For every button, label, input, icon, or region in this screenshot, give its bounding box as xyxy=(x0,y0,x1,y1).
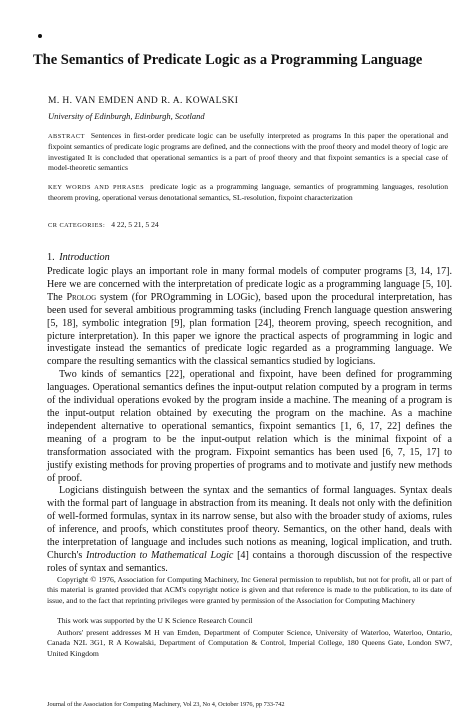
paragraph-3-text-a: Logicians distinguish between the syntax and the semantics of formal languages. Syntax deals with the formal part of language in abstraction from its meaning. It deals not only with the definition of well-formed formulas, syntax in its narrow sense, but also with the broader study of axioms, rules of inference, and proofs, which constitutes proof theory. Semantics, on the other hand, deals with the interpretation of language and includes such notions as meaning, logical implication, and truth. Church's xyxy=(47,485,452,561)
bullet-mark xyxy=(38,34,42,38)
author-addresses: Authors' present addresses M H van Emden, Department of Computer Science, University of Waterloo, Waterloo, Ontario, Canada N2L 3G1, R A Kowalski, Department of Computation & Control, Imperial College, 180 Queens Gate, London SW7, United Kingdom xyxy=(47,628,452,658)
keywords xyxy=(48,182,448,204)
abstract-label: ABSTRACT xyxy=(48,133,85,140)
paragraph-3 xyxy=(47,485,452,575)
paper-title: The Semantics of Predicate Logic as a Programming Language xyxy=(33,52,423,68)
abstract xyxy=(48,131,448,174)
cr-categories xyxy=(48,220,448,231)
abstract-text: Sentences in first-order predicate logic can be usefully interpreted as programs In this paper the operational and fixpoint semantics of predicate logic programs are defined, and the connections with the proof theory and model theory of logic are investigated It is concluded that operational semantics is a part of proof theory and that fixpoint semantics is a special case of model-theoretic semantics xyxy=(48,131,448,173)
cr-categories-text: 4 22, 5 21, 5 24 xyxy=(111,220,159,229)
paragraph-1-text-b: system (for PROgramming in LOGic), based upon the procedural interpretation, has been used for several ambitious programming tasks (including French language question answering [5, 18], symbolic integration [9], plan formation [24], theorem proving, speech recognition, and picture interpretation). In this paper we ignore the practical aspects of programming in logic and investigate instead the semantics of predicate logic regarded as a programming language. We compare the resulting semantics with the classical semantics studied by logicians. xyxy=(47,291,452,368)
section-number: 1. xyxy=(47,252,55,263)
paper-authors: M. H. VAN EMDEN AND R. A. KOWALSKI xyxy=(48,96,239,106)
copyright-notice: Copyright © 1976, Association for Computing Machinery, Inc General permission to republish, but not for profit, all or part of this material is granted provided that ACM's copyright notice is given and that reference is made to the publication, to its date of issue, and to the fact that reprinting privileges were granted by permission of the Association for Computing Machinery xyxy=(47,575,452,605)
paragraph-2: Two kinds of semantics [22], operational and fixpoint, have been defined for programming languages. Operational semantics defines the input-output relation computed by a program in terms of the individual operations evoked by the program inside a machine. The meaning of a program is the input-output relation obtained by executing the program on the machine. As a machine independent alternative to operational semantics, fixpoint semantics [1, 6, 17, 22] defines the meaning of a program to be the input-output relation which is the minimal fixpoint of a transformation associated with the program. Fixpoint semantics has been used [6, 7, 15, 17] to justify existing methods for proving properties of programs and to motivate and justify new methods of proof. xyxy=(47,369,452,484)
section-heading xyxy=(47,252,110,264)
paragraph-1 xyxy=(47,266,452,369)
section-title: Introduction xyxy=(59,252,110,263)
prolog-term: Prolog xyxy=(66,291,97,303)
paragraph-3-text-b: [4] contains a thorough discussion of the respective roles of syntax and semantics. xyxy=(47,549,452,574)
support-note: This work was supported by the U K Science Research Council xyxy=(57,616,253,625)
keywords-label: KEY WORDS AND PHRASES xyxy=(48,184,145,191)
cr-categories-label: CR CATEGORIES: xyxy=(48,222,106,229)
paragraph-1-text-a: Predicate logic plays an important role in many formal models of computer programs [3, 14, 17]. Here we are concerned with the interpretation of predicate logic as a programming language [5, 10]. The xyxy=(47,266,452,303)
journal-citation: Journal of the Association for Computing Machinery, Vol 23, No 4, October 1976, pp 733-742 xyxy=(47,701,285,708)
body-text xyxy=(47,266,452,576)
book-title: Introduction to Mathematical Logic xyxy=(85,549,234,561)
author-affiliation: University of Edinburgh, Edinburgh, Scotland xyxy=(48,111,205,121)
keywords-text: predicate logic as a programming language, semantics of programming languages, resolution theorem proving, operational versus denotational semantics, SL-resolution, fixpoint characterization xyxy=(48,182,449,203)
